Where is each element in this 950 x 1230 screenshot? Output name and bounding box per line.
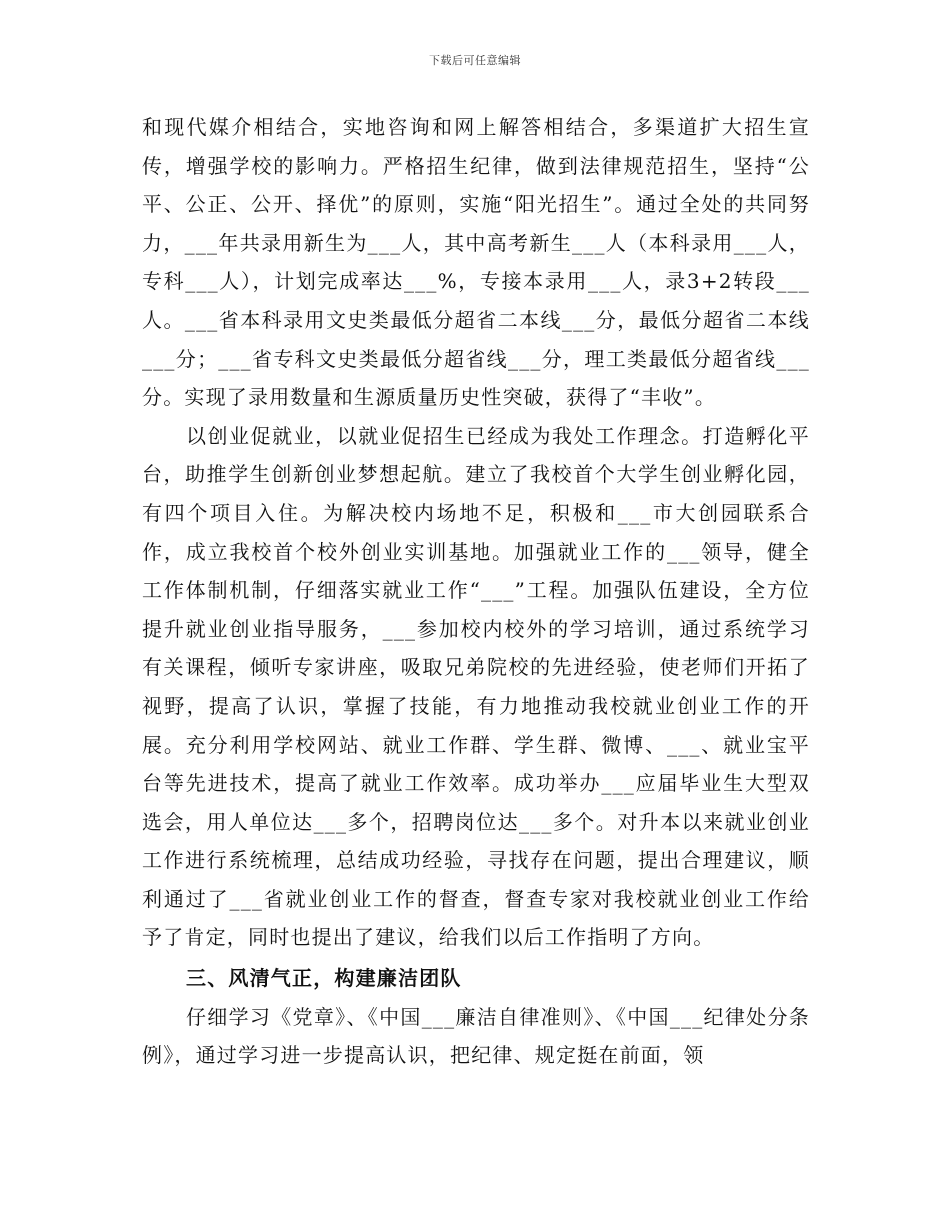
paragraph-integrity: 仔细学习《党章》、《中国___廉洁自律准则》、《中国___纪律处分条例》，通过学习进一步提高认识，把纪律、规定挺在前面，领 bbox=[142, 1004, 810, 1068]
document-body bbox=[142, 108, 810, 1075]
paragraph-admissions: 和现代媒介相结合，实地咨询和网上解答相结合，多渠道扩大招生宣传，增强学校的影响力。严格招生纪律，做到法律规范招生，坚持“公平、公正、公开、择优”的原则，实施“阳光招生”。通过全处的共同努力，___年共录用新生为___人，其中高考新生___人（本科录用___人，专科___人），计划完成率达___%，专接本录用___人，录3+2转段___人。___省本科录用文史类最低分超省二本线___分，最低分超省二本线___分；___省专科文史类最低分超省线___分，理工类最低分超省线___分。实现了录用数量和生源质量历史性突破，获得了“丰收”。 bbox=[142, 115, 810, 410]
section-heading: 三、风清气正，构建廉洁团队 bbox=[186, 966, 462, 991]
page-header: 下载后可任意编辑 bbox=[429, 54, 521, 67]
paragraph-employment: 以创业促就业，以就业促招生已经成为我处工作理念。打造孵化平台，助推学生创新创业梦想起航。建立了我校首个大学生创业孵化园，有四个项目入住。为解决校内场地不足，积极和___市大创园联系合作，成立我校首个校外创业实训基地。加强就业工作的___领导，健全工作体制机制，仔细落实就业工作“___”工程。加强队伍建设，全方位提升就业创业指导服务，___参加校内校外的学习培训，通过系统学习有关课程，倾听专家讲座，吸取兄弟院校的先进经验，使老师们开拓了视野，提高了认识，掌握了技能，有力地推动我校就业创业工作的开展。充分利用学校网站、就业工作群、学生群、微博、___、就业宝平台等先进技术，提高了就业工作效率。成功举办___应届毕业生大型双选会，用人单位达___多个，招聘岗位达___多个。对升本以来就业创业工作进行系统梳理，总结成功经验，寻找存在问题，提出合理建议，顺利通过了___省就业创业工作的督查，督查专家对我校就业创业工作给予了肯定，同时也提出了建议，给我们以后工作指明了方向。 bbox=[142, 423, 810, 950]
